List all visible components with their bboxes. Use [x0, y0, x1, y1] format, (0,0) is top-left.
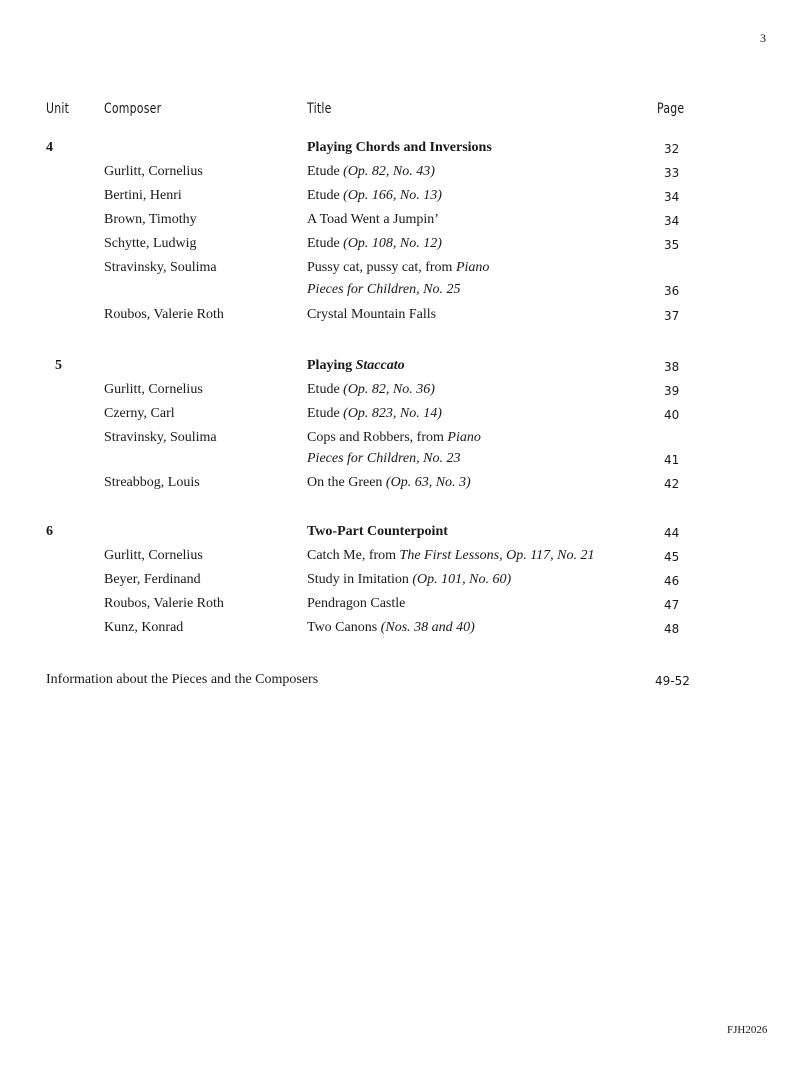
page-ref: 48 — [664, 622, 680, 636]
page-ref: 44 — [664, 526, 680, 540]
unit-number: 4 — [46, 140, 53, 155]
header-page: Page — [657, 101, 685, 117]
toc-entry — [0, 260, 800, 282]
page-ref: 33 — [664, 166, 680, 180]
toc-entry — [0, 406, 800, 428]
composer: Kunz, Konrad — [104, 620, 184, 635]
page-ref: 35 — [664, 238, 680, 252]
page-number: 3 — [760, 31, 766, 45]
page-ref: 40 — [664, 408, 680, 422]
toc-entry — [0, 164, 800, 186]
composer: Streabbog, Louis — [104, 475, 200, 490]
header-composer: Composer — [104, 101, 162, 117]
page-ref: 32 — [664, 142, 680, 156]
page-ref: 34 — [664, 190, 680, 204]
page-ref: 38 — [664, 360, 680, 374]
toc-entry-continuation — [0, 451, 800, 473]
composer: Stravinsky, Soulima — [104, 260, 217, 275]
unit-title: Two-Part Counterpoint — [307, 524, 448, 539]
toc-entry-continuation — [0, 282, 800, 304]
piece-title: Etude (Op. 108, No. 12) — [307, 236, 442, 251]
composer: Gurlitt, Cornelius — [104, 164, 203, 179]
piece-title: Pendragon Castle — [307, 596, 406, 611]
piece-title: Etude (Op. 82, No. 36) — [307, 382, 435, 397]
page-ref: 42 — [664, 477, 680, 491]
unit-number: 6 — [46, 524, 53, 539]
composer: Beyer, Ferdinand — [104, 572, 201, 587]
composer: Gurlitt, Cornelius — [104, 382, 203, 397]
footer-code: FJH2026 — [727, 1024, 768, 1036]
toc-entry — [0, 475, 800, 497]
piece-title-line2: Pieces for Children, No. 23 — [307, 451, 461, 466]
unit-heading-row — [0, 524, 800, 546]
piece-title: On the Green (Op. 63, No. 3) — [307, 475, 471, 490]
page-ref: 37 — [664, 309, 680, 323]
page-ref: 34 — [664, 214, 680, 228]
piece-title: Etude (Op. 166, No. 13) — [307, 188, 442, 203]
toc-entry — [0, 596, 800, 618]
header-title: Title — [307, 101, 332, 117]
unit-title: Playing Staccato — [307, 358, 405, 373]
toc-entry — [0, 382, 800, 404]
unit-heading-row — [0, 140, 800, 162]
page-ref: 36 — [664, 284, 680, 298]
info-entry: Information about the Pieces and the Composers — [46, 672, 319, 687]
piece-title: A Toad Went a Jumpin’ — [307, 212, 439, 227]
composer: Stravinsky, Soulima — [104, 430, 217, 445]
piece-title: Cops and Robbers, from Piano — [307, 430, 481, 445]
page-ref: 45 — [664, 550, 680, 564]
composer: Czerny, Carl — [104, 406, 175, 421]
page-ref: 41 — [664, 453, 680, 467]
piece-title: Etude (Op. 823, No. 14) — [307, 406, 442, 421]
piece-title: Etude (Op. 82, No. 43) — [307, 164, 435, 179]
toc-entry — [0, 236, 800, 258]
piece-title: Two Canons (Nos. 38 and 40) — [307, 620, 475, 635]
composer: Gurlitt, Cornelius — [104, 548, 203, 563]
toc-entry — [0, 307, 800, 329]
piece-title: Study in Imitation (Op. 101, No. 60) — [307, 572, 512, 587]
piece-title-line2: Pieces for Children, No. 25 — [307, 282, 461, 297]
page-ref: 46 — [664, 574, 680, 588]
composer: Brown, Timothy — [104, 212, 197, 227]
info-page-range: 49-52 — [655, 674, 690, 688]
page-ref: 47 — [664, 598, 680, 612]
composer: Bertini, Henri — [104, 188, 182, 203]
toc-entry — [0, 620, 800, 642]
composer: Roubos, Valerie Roth — [104, 596, 224, 611]
toc-entry — [0, 572, 800, 594]
piece-title: Catch Me, from The First Lessons, Op. 117, No. 21 — [307, 548, 595, 563]
toc-entry — [0, 212, 800, 234]
composer: Schytte, Ludwig — [104, 236, 197, 251]
unit-number: 5 — [55, 358, 62, 373]
composer: Roubos, Valerie Roth — [104, 307, 224, 322]
unit-heading-row — [0, 358, 800, 380]
header-unit: Unit — [46, 101, 70, 117]
toc-entry — [0, 548, 800, 570]
page-ref: 39 — [664, 384, 680, 398]
toc-entry — [0, 188, 800, 210]
toc-entry — [0, 430, 800, 452]
piece-title: Crystal Mountain Falls — [307, 307, 437, 322]
unit-title: Playing Chords and Inversions — [307, 140, 492, 155]
piece-title: Pussy cat, pussy cat, from Piano — [307, 260, 490, 275]
